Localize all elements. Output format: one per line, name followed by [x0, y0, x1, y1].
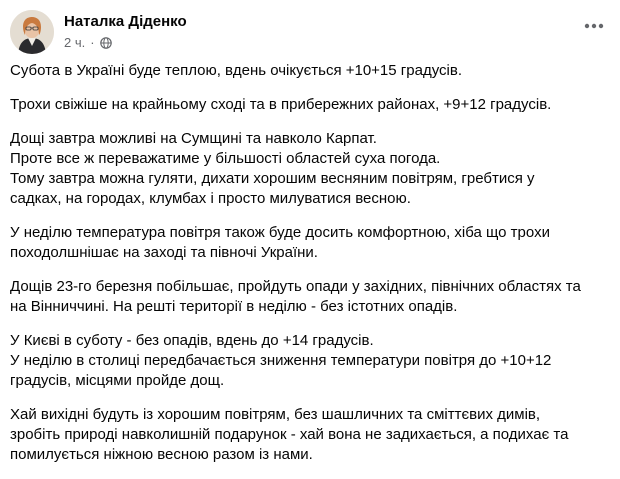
post-time[interactable]: 2 ч.	[64, 35, 86, 50]
post-header	[10, 8, 610, 56]
paragraph-line: У Києві в суботу - без опадів, вдень до +14 градусів.	[10, 332, 374, 349]
paragraph-line: Дощів 23-го березня побільшає, пройдуть опади у західних, північних областях та	[10, 278, 581, 295]
post-paragraph	[10, 331, 614, 391]
globe-icon[interactable]	[100, 37, 112, 49]
paragraph-line: садках, на городах, клумбах і просто милуватися весною.	[10, 190, 411, 207]
paragraph-line: Трохи свіжіше на крайньому сході та в прибережних районах, +9+12 градусів.	[10, 96, 552, 113]
paragraph-line: Тому завтра можна гуляти, дихати хорошим весняним повітрям, гребтися у	[10, 170, 535, 187]
paragraph-line: Проте все ж переважатиме у більшості областей суха погода.	[10, 150, 441, 167]
paragraph-line: градусів, місцями пройде дощ.	[10, 372, 225, 389]
post-meta	[64, 35, 112, 50]
more-dots-icon	[584, 23, 604, 29]
post-paragraph	[10, 95, 614, 115]
paragraph-line: Хай вихідні будуть із хорошим повітрям, без шашличних та сміттєвих димів,	[10, 406, 541, 423]
post-body	[10, 61, 614, 479]
post-paragraph	[10, 405, 614, 465]
paragraph-line: Дощі завтра можливі на Сумщині та навколо Карпат.	[10, 130, 377, 147]
meta-separator: ·	[90, 35, 95, 50]
post-paragraph	[10, 61, 614, 81]
paragraph-line: У неділю температура повітря також буде досить комфортною, хіба що трохи	[10, 224, 550, 241]
post-paragraph	[10, 277, 614, 317]
author-name[interactable]: Наталка Діденко	[64, 13, 187, 30]
more-options-button[interactable]	[580, 16, 608, 36]
post-paragraph	[10, 223, 614, 263]
avatar[interactable]	[10, 10, 54, 54]
post-paragraph	[10, 129, 614, 209]
paragraph-line: зробіть природі навколишній подарунок - хай вона не задихається, а подихає та	[10, 426, 569, 443]
paragraph-line: на Вінниччині. На решті території в неділю - без істотних опадів.	[10, 298, 458, 315]
paragraph-line: помилується ніжною весною разом із нами.	[10, 446, 313, 463]
paragraph-line: Субота в Україні буде теплою, вдень очікується +10+15 градусів.	[10, 62, 462, 79]
paragraph-line: походолшнішає на заході та півночі України.	[10, 244, 318, 261]
paragraph-line: У неділю в столиці передбачається зниження температури повітря до +10+12	[10, 352, 552, 369]
